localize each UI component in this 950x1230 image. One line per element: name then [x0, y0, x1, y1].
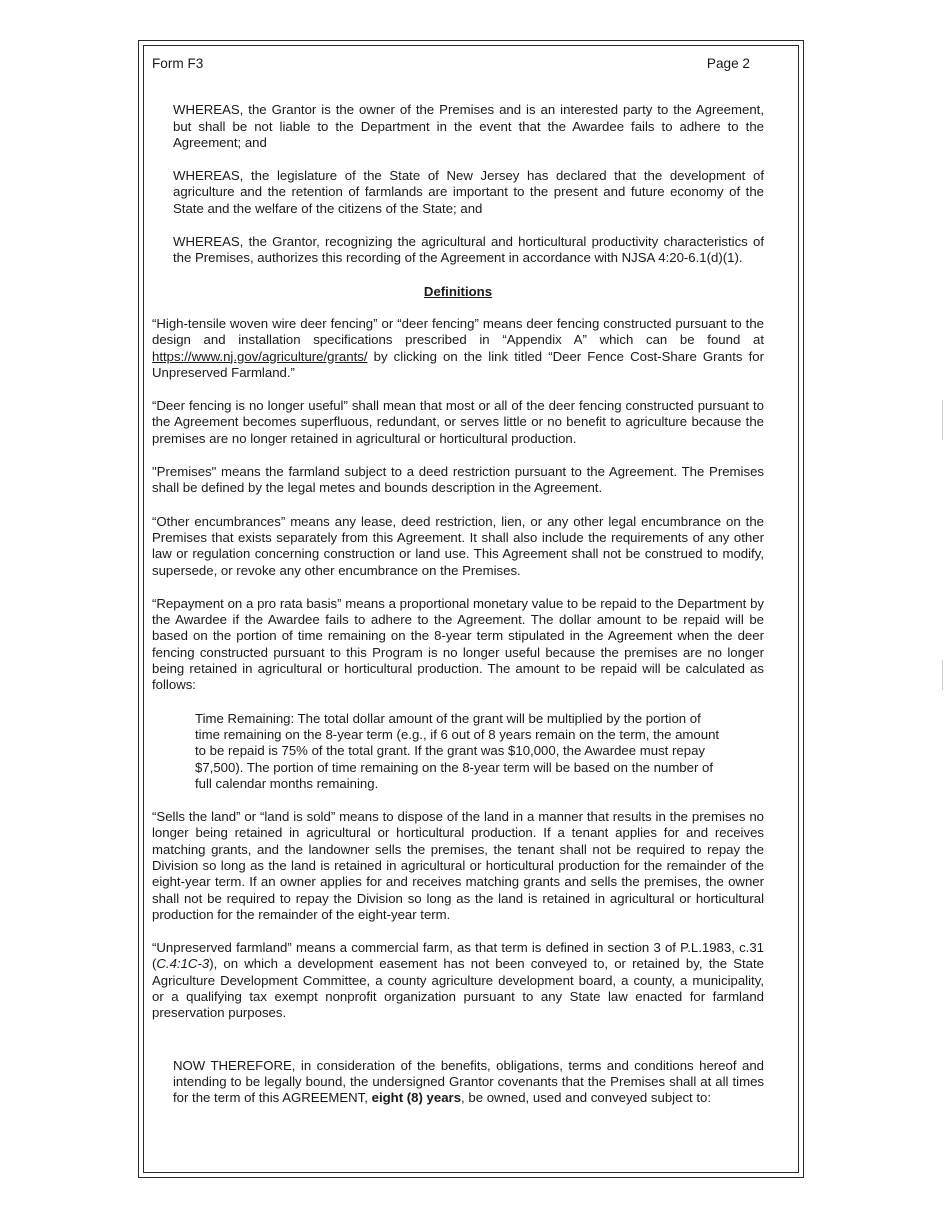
definition-other-encumbrances: “Other encumbrances” means any lease, deed restriction, lien, or any other legal encumbrance on the Premises that exists separately from this Agreement. It shall also include the requirements of any other law or regulation concerning construction or land use. This Agreement shall not be construed to modify, supersede, or revoke any other encumbrance on the Premises.: [152, 513, 764, 578]
definition-repayment: “Repayment on a pro rata basis” means a proportional monetary value to be repaid to the Department by the Awardee if the Awardee fails to adhere to the Agreement. The dollar amount to be repaid will be based on the portion of time remaining on the 8-year term stipulated in the Agreement when the deer fencing constructed pursuant to this Program is no longer useful because the premises are no longer being retained in agricultural or horticultural production. The amount to be repaid will be calculated as follows:: [152, 595, 764, 693]
term-length: eight (8) years: [371, 1090, 462, 1106]
form-label: Form F3: [152, 56, 204, 71]
clause-text: , be owned, used and conveyed subject to:: [461, 1090, 712, 1106]
definition-text: ), on which a development easement has not been conveyed to, or retained by, the State Agriculture Development Committee, a county agriculture development board, a county, a municipality, or a qualifying tax exempt nonprofit organization pursuant to any State law enacted for farmland preservation purposes.: [152, 956, 764, 1021]
statute-citation: C.4:1C-3: [156, 956, 210, 972]
whereas-clause: WHEREAS, the legislature of the State of New Jersey has declared that the development of agriculture and the retention of farmlands are important to the present and future economy of the State and the welfare of the citizens of the State; and: [173, 168, 764, 216]
definition-no-longer-useful: “Deer fencing is no longer useful” shall mean that most or all of the deer fencing constructed pursuant to the Agreement becomes superfluous, redundant, or serves little or no benefit to agriculture because the premises are no longer retained in agricultural or horticultural production.: [152, 398, 764, 446]
definition-sells-the-land: “Sells the land” or “land is sold” means to dispose of the land in a manner that results in the premises no longer being retained in agricultural or horticultural production. If a tenant applies for and receives matching grants, and the landowner sells the premises, the tenant shall not be required to repay the Division so long as the land is retained in agricultural or horticultural production for the remainder of the eight-year term. If an owner applies for and receives matching grants and sells the premises, the owner shall not be required to repay the Division so long as the land is retained in agricultural or horticultural production for the remainder of the eight-year term.: [152, 809, 764, 922]
scan-artifact: [942, 400, 943, 440]
now-therefore-clause: [173, 1058, 764, 1107]
page-header: [152, 56, 764, 72]
whereas-clause: WHEREAS, the Grantor is the owner of the Premises and is an interested party to the Agreement, but shall be not liable to the Department in the event that the Awardee fails to adhere to the Agreement; and: [173, 102, 764, 150]
definitions-heading: Definitions: [423, 283, 493, 299]
document-body: [152, 56, 764, 1124]
clause-text: NOW THEREFORE, in consideration of the benefits, obligations, terms and conditions hereof and intending to be legally bound, the undersigned Grantor covenants that the Premises shall at all times for the term of this AGREEMENT,: [173, 1057, 764, 1106]
grants-link[interactable]: https://www.nj.gov/agriculture/grants/: [152, 348, 368, 364]
whereas-clause: WHEREAS, the Grantor, recognizing the agricultural and horticultural productivity characteristics of the Premises, authorizes this recording of the Agreement in accordance with NJSA 4:20-6.1(d)(1).: [173, 234, 764, 266]
definition-text: “Unpreserved farmland” means a commercial farm, as that term is defined in section 3 of P.L.1983, c.31 (: [152, 940, 764, 972]
definition-unpreserved-farmland: [152, 940, 764, 1021]
definition-text: by clicking on the link titled “Deer Fence Cost-Share Grants for Unpreserved Farmland.”: [152, 348, 764, 380]
definition-text: “High-tensile woven wire deer fencing” or “deer fencing” means deer fencing constructed pursuant to the design and installation specifications prescribed in “Appendix A” which can be found at: [152, 315, 764, 348]
definition-premises: "Premises" means the farmland subject to a deed restriction pursuant to the Agreement. The Premises shall be defined by the legal metes and bounds description in the Agreement.: [152, 464, 764, 496]
scan-artifact: [942, 660, 943, 690]
page-number: Page 2: [706, 56, 750, 71]
definition-deer-fencing: [152, 316, 764, 381]
time-remaining-clause: Time Remaining: The total dollar amount of the grant will be multiplied by the portion of time remaining on the 8-year term (e.g., if 6 out of 8 years remain on the term, the amount to be repaid is 75% of the total grant. If the grant was $10,000, the Awardee must repay $7,500). The portion of time remaining on the 8-year term will be based on the number of full calendar months remaining.: [195, 710, 720, 791]
